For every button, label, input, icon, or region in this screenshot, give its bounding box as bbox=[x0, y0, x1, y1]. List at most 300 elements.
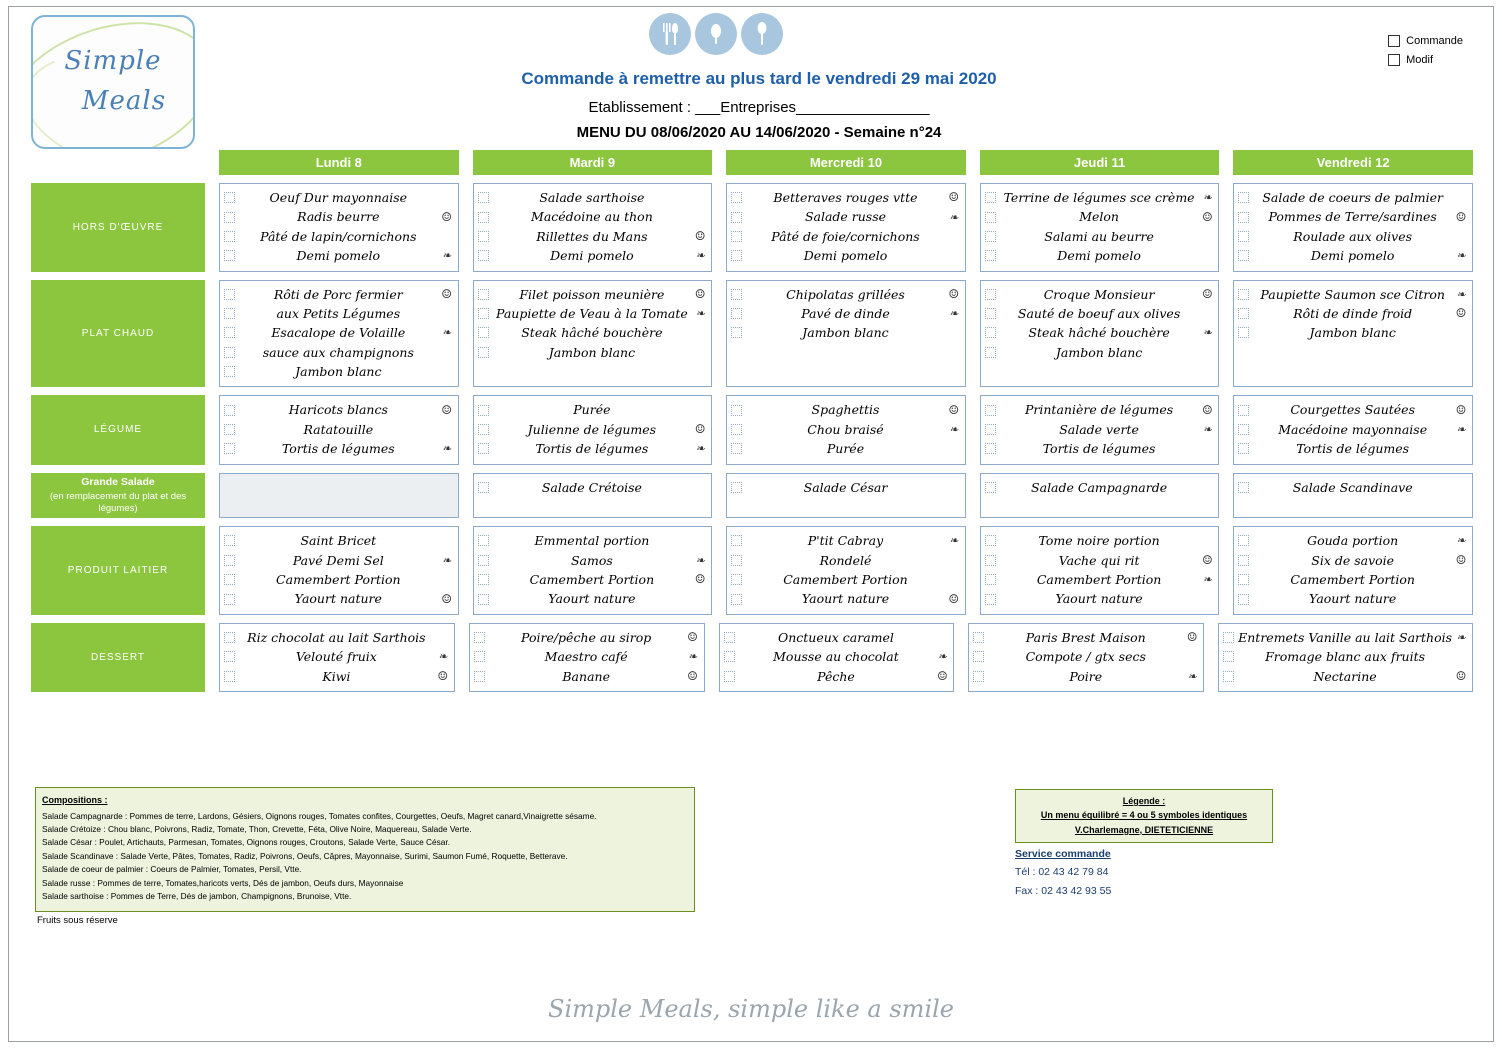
dish-checkbox[interactable] bbox=[478, 443, 489, 454]
dish-checkbox[interactable] bbox=[224, 192, 235, 203]
dish-name: Courgettes Sautées bbox=[1290, 402, 1415, 418]
dish-checkbox[interactable] bbox=[478, 308, 489, 319]
legend-title: Légende : bbox=[1122, 796, 1166, 806]
dish-line[interactable] bbox=[1221, 647, 1470, 666]
dish-checkbox[interactable] bbox=[478, 574, 489, 585]
dish-checkbox[interactable] bbox=[731, 327, 742, 338]
dish-checkbox[interactable] bbox=[478, 555, 489, 566]
dish-checkbox[interactable] bbox=[224, 671, 235, 682]
dish-line[interactable] bbox=[222, 531, 456, 550]
leaf-symbol: ❧ bbox=[937, 650, 947, 664]
dish-checkbox[interactable] bbox=[1238, 443, 1249, 454]
dish-line[interactable] bbox=[476, 207, 710, 226]
dish-checkbox[interactable] bbox=[1223, 671, 1234, 682]
dish-line[interactable] bbox=[1236, 531, 1470, 550]
dish-checkbox[interactable] bbox=[224, 289, 235, 300]
smile-symbol: ☺ bbox=[1455, 402, 1467, 417]
dish-name: Pommes de Terre/sardines bbox=[1268, 209, 1437, 225]
dish-checkbox[interactable] bbox=[224, 574, 235, 585]
smile-symbol: ☺ bbox=[694, 572, 706, 587]
dish-line[interactable] bbox=[983, 400, 1217, 419]
menu-row-hors-doeuvre bbox=[31, 183, 1473, 272]
dish-line[interactable] bbox=[971, 667, 1201, 686]
dish-checkbox[interactable] bbox=[985, 347, 996, 358]
dish-name: Pâté de lapin/cornichons bbox=[260, 228, 417, 244]
dish-line[interactable] bbox=[476, 304, 710, 323]
dish-checkbox[interactable] bbox=[224, 212, 235, 223]
dish-checkbox[interactable] bbox=[1238, 289, 1249, 300]
dish-name: Melon bbox=[1079, 209, 1119, 225]
dish-line[interactable] bbox=[729, 531, 963, 550]
dish-line[interactable] bbox=[476, 323, 710, 342]
category-label-sub: (en remplacement du plat et des légumes) bbox=[49, 490, 187, 515]
menu-cell[interactable] bbox=[1233, 183, 1473, 272]
dish-checkbox[interactable] bbox=[985, 250, 996, 261]
dish-checkbox[interactable] bbox=[478, 250, 489, 261]
menu-cell[interactable] bbox=[968, 623, 1204, 692]
dish-checkbox[interactable] bbox=[1223, 632, 1234, 643]
smile-symbol: ☺ bbox=[948, 591, 960, 606]
smile-symbol: ☺ bbox=[948, 402, 960, 417]
dish-checkbox[interactable] bbox=[731, 482, 742, 493]
dish-line[interactable] bbox=[1236, 439, 1470, 458]
dish-checkbox[interactable] bbox=[985, 405, 996, 416]
dish-line[interactable] bbox=[983, 551, 1217, 570]
dish-checkbox[interactable] bbox=[985, 424, 996, 435]
dish-name: Macédoine au thon bbox=[531, 209, 653, 225]
dish-line[interactable] bbox=[476, 478, 710, 497]
dish-checkbox[interactable] bbox=[985, 594, 996, 605]
dish-line[interactable] bbox=[1236, 589, 1470, 608]
dish-checkbox[interactable] bbox=[985, 555, 996, 566]
smile-symbol: ☺ bbox=[441, 209, 452, 224]
menu-cell[interactable] bbox=[980, 395, 1220, 464]
dish-checkbox[interactable] bbox=[478, 192, 489, 203]
day-header-mercredi: Mercredi 10 bbox=[726, 150, 966, 175]
leaf-symbol: ❧ bbox=[687, 650, 698, 664]
menu-cell[interactable] bbox=[980, 473, 1220, 519]
dish-line[interactable] bbox=[729, 551, 963, 570]
dish-name: Salade verte bbox=[1059, 421, 1139, 437]
leaf-symbol: ❧ bbox=[1202, 191, 1212, 205]
legend-rule: Un menu équilibré = 4 ou 5 symboles identiques bbox=[1040, 810, 1248, 821]
dish-name: Camembert Portion bbox=[529, 572, 655, 588]
dish-checkbox[interactable] bbox=[478, 289, 489, 300]
dish-line[interactable] bbox=[729, 323, 963, 342]
dish-checkbox[interactable] bbox=[478, 535, 489, 546]
dish-checkbox[interactable] bbox=[724, 651, 735, 662]
dish-line[interactable] bbox=[476, 439, 710, 458]
dish-line[interactable] bbox=[222, 246, 456, 265]
dish-checkbox[interactable] bbox=[731, 405, 742, 416]
dish-line[interactable] bbox=[983, 570, 1217, 589]
dish-checkbox[interactable] bbox=[731, 594, 742, 605]
menu-cell[interactable] bbox=[473, 280, 713, 388]
menu-row-plat-chaud bbox=[31, 280, 1473, 388]
smile-symbol: ☺ bbox=[687, 630, 698, 645]
smile-symbol: ☺ bbox=[441, 402, 452, 417]
dish-line[interactable] bbox=[476, 531, 710, 550]
dish-line[interactable] bbox=[222, 439, 456, 458]
dish-line[interactable] bbox=[1236, 304, 1470, 323]
dish-line[interactable] bbox=[1221, 628, 1470, 647]
dish-line[interactable] bbox=[729, 207, 963, 226]
dish-line[interactable] bbox=[983, 304, 1217, 323]
dish-checkbox[interactable] bbox=[731, 192, 742, 203]
dish-checkbox[interactable] bbox=[224, 308, 235, 319]
dish-line[interactable] bbox=[476, 570, 710, 589]
dish-checkbox[interactable] bbox=[224, 366, 235, 377]
dish-checkbox[interactable] bbox=[985, 192, 996, 203]
dish-line[interactable] bbox=[729, 420, 963, 439]
dish-name: Paupiette Saumon sce Citron bbox=[1260, 286, 1445, 302]
dish-line[interactable] bbox=[971, 647, 1201, 666]
checkbox-commande[interactable] bbox=[1388, 35, 1463, 47]
dish-checkbox[interactable] bbox=[1238, 574, 1249, 585]
dish-line[interactable] bbox=[222, 628, 452, 647]
dish-name: Haricots blancs bbox=[288, 402, 388, 418]
dish-line[interactable] bbox=[222, 362, 456, 381]
dish-checkbox[interactable] bbox=[224, 347, 235, 358]
dish-checkbox[interactable] bbox=[224, 594, 235, 605]
dish-checkbox[interactable] bbox=[224, 424, 235, 435]
dish-line[interactable] bbox=[476, 400, 710, 419]
order-deadline-title: Commande à remettre au plus tard le vendredi 29 mai 2020 bbox=[521, 69, 997, 88]
dish-line[interactable] bbox=[722, 647, 952, 666]
dish-checkbox[interactable] bbox=[985, 443, 996, 454]
dish-checkbox[interactable] bbox=[1238, 250, 1249, 261]
category-label-plat-chaud: PLAT CHAUD bbox=[31, 280, 205, 388]
dish-line[interactable] bbox=[222, 207, 456, 226]
menu-cell[interactable] bbox=[219, 473, 459, 519]
dish-name: Purée bbox=[826, 441, 865, 457]
service-title: Service commande bbox=[1015, 848, 1111, 860]
menu-cell[interactable] bbox=[219, 526, 459, 615]
checkbox-modif-box[interactable] bbox=[1388, 54, 1400, 66]
dish-line[interactable] bbox=[1236, 478, 1470, 497]
dish-line[interactable] bbox=[1236, 207, 1470, 226]
menu-cell[interactable] bbox=[219, 623, 455, 692]
dish-name: Camembert Portion bbox=[1036, 572, 1162, 588]
dish-checkbox[interactable] bbox=[1223, 651, 1234, 662]
dish-line[interactable] bbox=[983, 589, 1217, 608]
compositions-line: Salade Scandinave : Salade Verte, Pâtes, Tomates, Radiz, Poivrons, Oeufs, Câpres, Mayonnaise, Surimi, Saumon Fumé, Roquette, Betterave. bbox=[42, 850, 568, 861]
dish-line[interactable] bbox=[983, 227, 1217, 246]
dish-line[interactable] bbox=[729, 589, 963, 608]
fork-knife-icon bbox=[649, 13, 691, 55]
dish-line[interactable] bbox=[983, 531, 1217, 550]
dish-checkbox[interactable] bbox=[224, 651, 235, 662]
menu-cell[interactable] bbox=[473, 395, 713, 464]
dish-line[interactable] bbox=[983, 188, 1217, 207]
dish-checkbox[interactable] bbox=[478, 482, 489, 493]
dish-name: Yaourt nature bbox=[1055, 591, 1143, 607]
dish-line[interactable] bbox=[472, 667, 702, 686]
compositions-title: Compositions : bbox=[42, 795, 108, 805]
dish-line[interactable] bbox=[1236, 323, 1470, 342]
dish-checkbox[interactable] bbox=[985, 327, 996, 338]
dish-name: Six de savoie bbox=[1311, 552, 1395, 568]
dish-checkbox[interactable] bbox=[731, 231, 742, 242]
dish-line[interactable] bbox=[729, 188, 963, 207]
dish-line[interactable] bbox=[729, 304, 963, 323]
dish-checkbox[interactable] bbox=[985, 308, 996, 319]
dish-checkbox[interactable] bbox=[478, 327, 489, 338]
dish-line[interactable] bbox=[1236, 551, 1470, 570]
dish-name: Salami au beurre bbox=[1044, 228, 1154, 244]
dish-name: Spaghettis bbox=[811, 402, 880, 418]
dish-checkbox[interactable] bbox=[1238, 405, 1249, 416]
dish-line[interactable] bbox=[476, 551, 710, 570]
dish-checkbox[interactable] bbox=[224, 327, 235, 338]
spoon-icon bbox=[741, 13, 783, 55]
dish-name: Esacalope de Volaille bbox=[271, 325, 406, 341]
dish-checkbox[interactable] bbox=[224, 555, 235, 566]
dish-checkbox[interactable] bbox=[973, 671, 984, 682]
dish-name: Onctueux caramel bbox=[777, 629, 894, 645]
dish-checkbox[interactable] bbox=[724, 632, 735, 643]
dish-line[interactable] bbox=[476, 343, 710, 362]
dish-checkbox[interactable] bbox=[731, 308, 742, 319]
leaf-symbol: ❧ bbox=[1456, 534, 1466, 548]
dish-line[interactable] bbox=[729, 439, 963, 458]
checkbox-commande-box[interactable] bbox=[1388, 35, 1400, 47]
dish-checkbox[interactable] bbox=[478, 347, 489, 358]
dish-line[interactable] bbox=[983, 323, 1217, 342]
dish-checkbox[interactable] bbox=[224, 535, 235, 546]
dish-line[interactable] bbox=[1236, 400, 1470, 419]
menu-cell[interactable] bbox=[1218, 623, 1473, 692]
dish-checkbox[interactable] bbox=[1238, 424, 1249, 435]
dish-checkbox[interactable] bbox=[474, 671, 485, 682]
dish-checkbox[interactable] bbox=[224, 632, 235, 643]
menu-cell[interactable] bbox=[726, 280, 966, 388]
dish-checkbox[interactable] bbox=[1238, 192, 1249, 203]
dish-checkbox[interactable] bbox=[474, 632, 485, 643]
bowl-icon bbox=[695, 13, 737, 55]
dish-name: Jambon blanc bbox=[548, 344, 636, 360]
dish-line[interactable] bbox=[472, 647, 702, 666]
dish-line[interactable] bbox=[1236, 188, 1470, 207]
dish-line[interactable] bbox=[476, 589, 710, 608]
dish-line[interactable] bbox=[1236, 246, 1470, 265]
dish-checkbox[interactable] bbox=[1238, 327, 1249, 338]
menu-row-produit-laitier bbox=[31, 526, 1473, 615]
dish-name: Nectarine bbox=[1313, 668, 1377, 684]
dish-name: Croque Monsieur bbox=[1043, 286, 1155, 302]
dish-line[interactable] bbox=[222, 551, 456, 570]
menu-cell[interactable] bbox=[726, 183, 966, 272]
dish-line[interactable] bbox=[222, 420, 456, 439]
menu-cell[interactable] bbox=[980, 526, 1220, 615]
dish-checkbox[interactable] bbox=[1238, 535, 1249, 546]
dish-line[interactable] bbox=[222, 400, 456, 419]
dish-checkbox[interactable] bbox=[224, 443, 235, 454]
legend-author: V.Charlemagne, DIETETICIENNE bbox=[1074, 824, 1214, 835]
slogan: Simple Meals, simple like a smile bbox=[548, 995, 954, 1023]
dish-line[interactable] bbox=[983, 285, 1217, 304]
dish-checkbox[interactable] bbox=[985, 535, 996, 546]
dish-line[interactable] bbox=[222, 647, 452, 666]
dish-checkbox[interactable] bbox=[478, 231, 489, 242]
menu-cell[interactable] bbox=[219, 280, 459, 388]
dish-checkbox[interactable] bbox=[224, 250, 235, 261]
dish-line[interactable] bbox=[983, 343, 1217, 362]
logo-line-2: Meals bbox=[81, 86, 167, 117]
dish-line[interactable] bbox=[983, 439, 1217, 458]
dish-checkbox[interactable] bbox=[731, 574, 742, 585]
dish-name: Steak hâché bouchère bbox=[521, 325, 663, 341]
dish-name: Jambon blanc bbox=[295, 364, 382, 379]
menu-period-title: MENU DU 08/06/2020 AU 14/06/2020 - Semaine n°24 bbox=[576, 124, 942, 141]
dish-checkbox[interactable] bbox=[474, 651, 485, 662]
dish-checkbox[interactable] bbox=[1238, 482, 1249, 493]
dish-line[interactable] bbox=[729, 246, 963, 265]
dish-line[interactable] bbox=[222, 285, 456, 304]
dish-checkbox[interactable] bbox=[478, 424, 489, 435]
dish-checkbox[interactable] bbox=[1238, 231, 1249, 242]
dish-line[interactable] bbox=[1236, 227, 1470, 246]
dish-line[interactable] bbox=[1236, 285, 1470, 304]
menu-row-legume bbox=[31, 395, 1473, 464]
dish-line[interactable] bbox=[476, 246, 710, 265]
dish-checkbox[interactable] bbox=[724, 671, 735, 682]
smile-symbol: ☺ bbox=[1455, 209, 1467, 224]
menu-cell[interactable] bbox=[473, 473, 713, 519]
dish-name: Banane bbox=[562, 668, 610, 684]
menu-cell[interactable] bbox=[1233, 473, 1473, 519]
dish-line[interactable] bbox=[222, 589, 456, 608]
dish-line[interactable] bbox=[729, 285, 963, 304]
dish-checkbox[interactable] bbox=[985, 289, 996, 300]
dish-line[interactable] bbox=[729, 400, 963, 419]
dish-name: Yaourt nature bbox=[548, 591, 636, 607]
dish-line[interactable] bbox=[222, 188, 456, 207]
dish-line[interactable] bbox=[729, 570, 963, 589]
dish-line[interactable] bbox=[729, 227, 963, 246]
menu-cell[interactable] bbox=[219, 183, 459, 272]
leaf-symbol: ❧ bbox=[695, 442, 705, 456]
dish-line[interactable] bbox=[222, 667, 452, 686]
menu-cell[interactable] bbox=[980, 183, 1220, 272]
dish-checkbox[interactable] bbox=[731, 443, 742, 454]
dish-checkbox[interactable] bbox=[478, 594, 489, 605]
dish-name: P'tit Cabray bbox=[807, 533, 884, 549]
dish-line[interactable] bbox=[722, 667, 952, 686]
dish-line[interactable] bbox=[722, 628, 952, 647]
menu-cell[interactable] bbox=[726, 395, 966, 464]
dish-name: Poire/pêche au sirop bbox=[521, 629, 652, 645]
dish-name: aux Petits Légumes bbox=[276, 305, 401, 321]
dish-checkbox[interactable] bbox=[731, 555, 742, 566]
dish-checkbox[interactable] bbox=[224, 231, 235, 242]
dish-line[interactable] bbox=[222, 304, 456, 323]
dish-name: Samos bbox=[570, 552, 613, 568]
dish-line[interactable] bbox=[222, 343, 456, 362]
menu-cell[interactable] bbox=[726, 473, 966, 519]
dish-line[interactable] bbox=[222, 227, 456, 246]
dish-line[interactable] bbox=[983, 246, 1217, 265]
menu-cell[interactable] bbox=[1233, 395, 1473, 464]
dish-checkbox[interactable] bbox=[985, 482, 996, 493]
dish-line[interactable] bbox=[476, 227, 710, 246]
compositions-line: Salade Crétoize : Chou blanc, Poivrons, Radiz, Tomate, Thon, Crevette, Féta, Olive Noire, Maquereau, Salade Verte. bbox=[42, 824, 472, 835]
dish-checkbox[interactable] bbox=[985, 231, 996, 242]
dish-checkbox[interactable] bbox=[985, 212, 996, 223]
dish-line[interactable] bbox=[476, 420, 710, 439]
dish-checkbox[interactable] bbox=[1238, 212, 1249, 223]
dish-checkbox[interactable] bbox=[1238, 594, 1249, 605]
dish-name: Paris Brest Maison bbox=[1025, 629, 1146, 645]
dish-name: Tortis de légumes bbox=[535, 441, 649, 457]
dish-checkbox[interactable] bbox=[478, 212, 489, 223]
dish-name: Demi pomelo bbox=[296, 248, 381, 264]
dish-line[interactable] bbox=[971, 628, 1201, 647]
menu-cell[interactable] bbox=[719, 623, 955, 692]
dish-line[interactable] bbox=[983, 478, 1217, 497]
dish-line[interactable] bbox=[476, 188, 710, 207]
checkbox-modif[interactable] bbox=[1388, 54, 1463, 66]
dish-line[interactable] bbox=[472, 628, 702, 647]
dish-checkbox[interactable] bbox=[731, 424, 742, 435]
menu-cell[interactable] bbox=[219, 395, 459, 464]
dish-name: Radis beurre bbox=[297, 209, 380, 225]
dish-checkbox[interactable] bbox=[478, 405, 489, 416]
smile-symbol: ☺ bbox=[1201, 553, 1213, 568]
dish-line[interactable] bbox=[222, 570, 456, 589]
dish-checkbox[interactable] bbox=[731, 289, 742, 300]
dish-line[interactable] bbox=[476, 285, 710, 304]
dish-name: Salade de coeurs de palmier bbox=[1262, 190, 1443, 205]
smile-symbol: ☺ bbox=[948, 286, 960, 301]
dish-checkbox[interactable] bbox=[1238, 555, 1249, 566]
category-label-produit-laitier: PRODUIT LAITIER bbox=[31, 526, 205, 615]
menu-cell[interactable] bbox=[980, 280, 1220, 388]
dish-line[interactable] bbox=[1221, 667, 1470, 686]
smile-symbol: ☺ bbox=[694, 286, 706, 301]
dish-line[interactable] bbox=[1236, 570, 1470, 589]
dish-name: Yaourt nature bbox=[1309, 591, 1397, 607]
compositions-box bbox=[35, 787, 695, 912]
dish-line[interactable] bbox=[222, 323, 456, 342]
menu-row-dessert bbox=[31, 623, 1473, 692]
dish-line[interactable] bbox=[983, 207, 1217, 226]
dish-checkbox[interactable] bbox=[731, 535, 742, 546]
service-fax: Fax : 02 43 42 93 55 bbox=[1015, 884, 1112, 897]
dish-checkbox[interactable] bbox=[224, 405, 235, 416]
menu-cell[interactable] bbox=[1233, 280, 1473, 388]
leaf-symbol: ❧ bbox=[1202, 422, 1212, 436]
dish-checkbox[interactable] bbox=[731, 250, 742, 261]
dish-checkbox[interactable] bbox=[985, 574, 996, 585]
menu-cell[interactable] bbox=[726, 526, 966, 615]
dish-line[interactable] bbox=[729, 478, 963, 497]
dish-checkbox[interactable] bbox=[731, 212, 742, 223]
menu-document bbox=[8, 6, 1494, 1042]
dish-checkbox[interactable] bbox=[973, 651, 984, 662]
smile-symbol: ☺ bbox=[441, 591, 452, 606]
dish-line[interactable] bbox=[983, 420, 1217, 439]
dish-name: Tortis de légumes bbox=[1042, 441, 1156, 457]
day-header-vendredi: Vendredi 12 bbox=[1233, 150, 1473, 175]
menu-cell[interactable] bbox=[469, 623, 705, 692]
dish-line[interactable] bbox=[1236, 420, 1470, 439]
menu-cell[interactable] bbox=[473, 526, 713, 615]
menu-cell[interactable] bbox=[473, 183, 713, 272]
menu-cell[interactable] bbox=[1233, 526, 1473, 615]
dish-checkbox[interactable] bbox=[973, 632, 984, 643]
dish-checkbox[interactable] bbox=[1238, 308, 1249, 319]
